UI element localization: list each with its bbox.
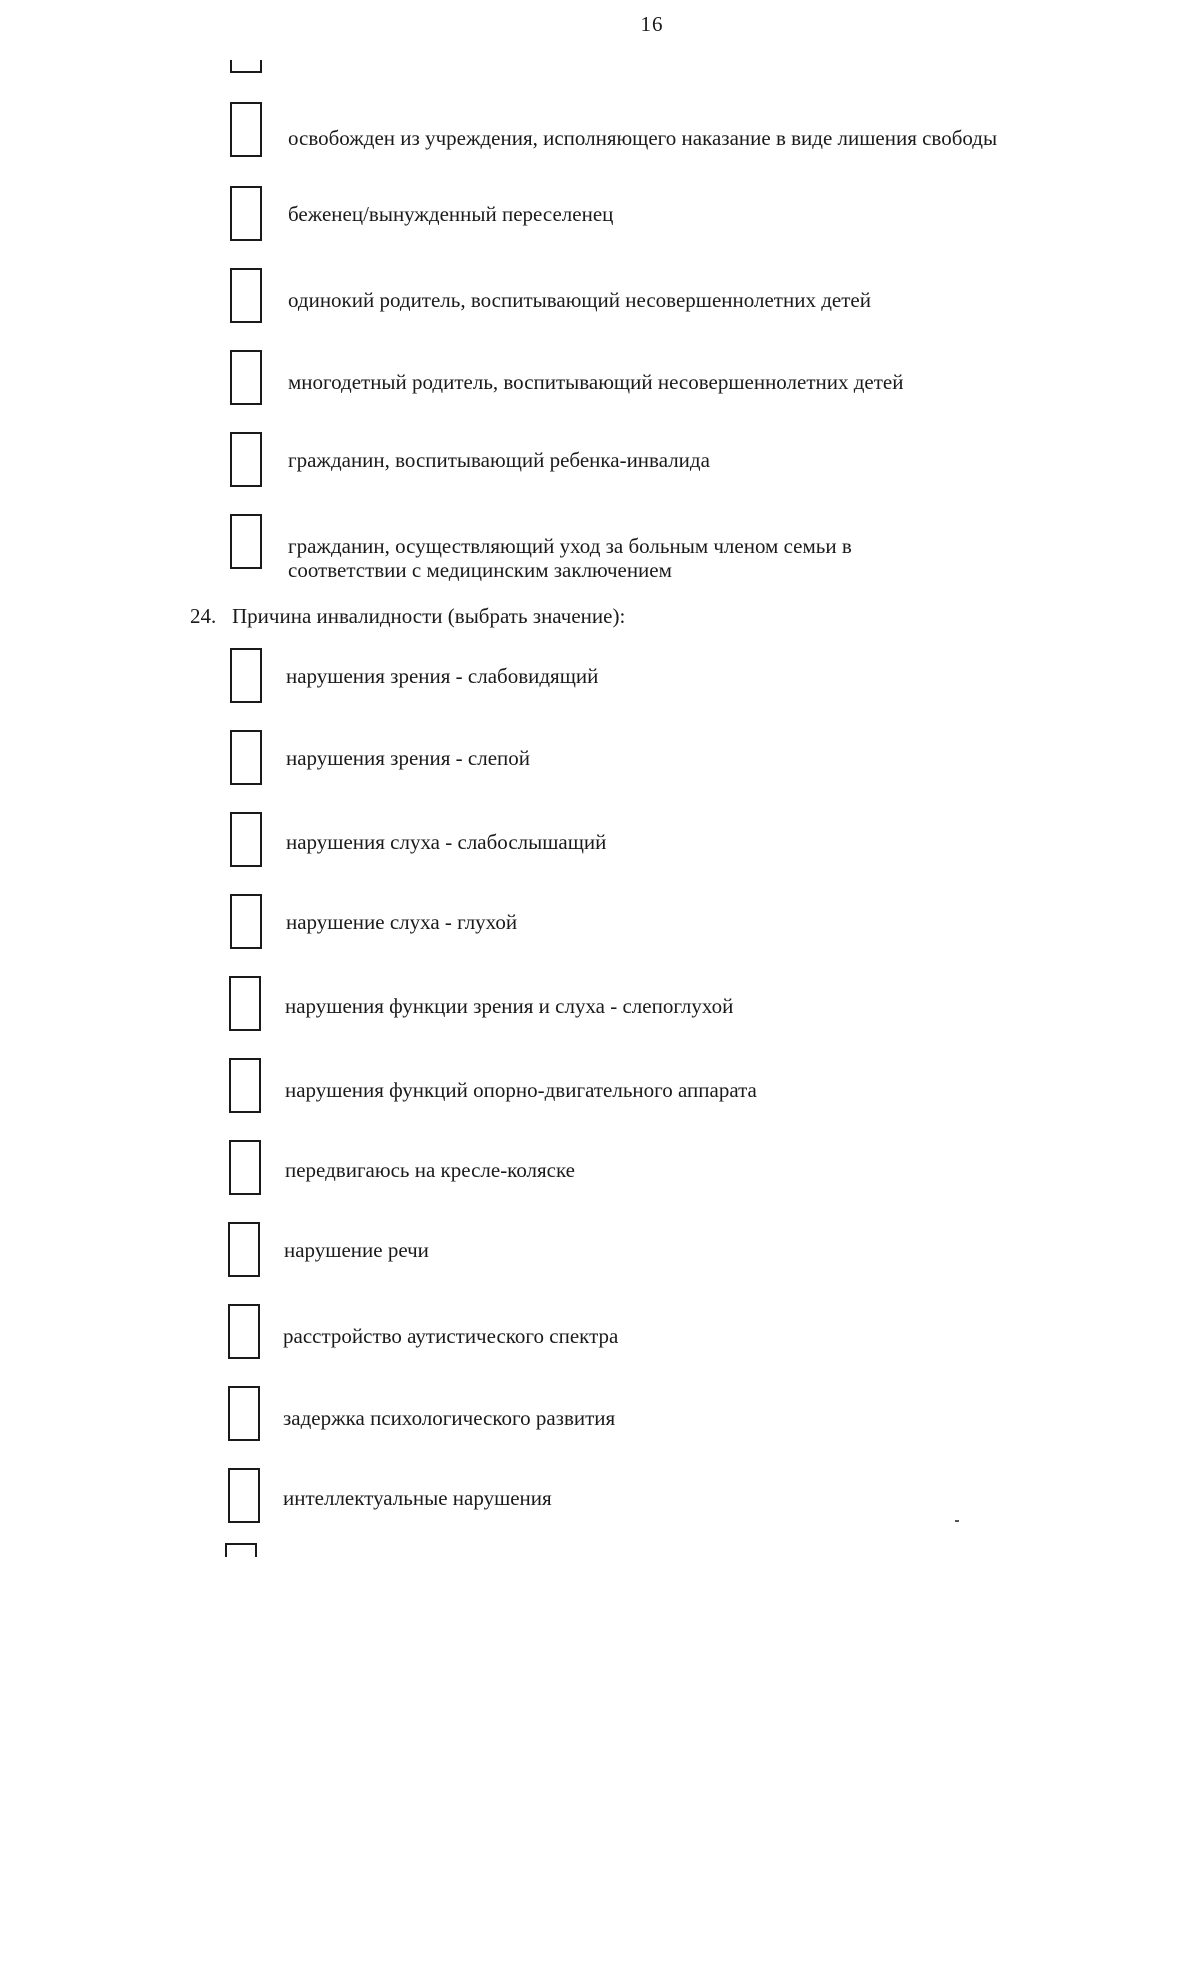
checkbox[interactable] [230, 514, 262, 569]
checkbox-label: одинокий родитель, воспитывающий несовершеннолетних детей [288, 288, 871, 312]
checkbox[interactable] [228, 1304, 260, 1359]
checkbox[interactable] [230, 102, 262, 157]
checkbox-label: нарушение слуха - глухой [286, 910, 518, 934]
section-title: Причина инвалидности (выбрать значение): [232, 604, 626, 628]
checkbox-label: нарушения функции зрения и слуха - слепоглухой [285, 994, 734, 1018]
checkbox[interactable] [229, 1058, 261, 1113]
checkbox[interactable] [229, 1140, 261, 1195]
checkbox-label: беженец/вынужденный переселенец [288, 202, 614, 226]
checkbox[interactable] [228, 1222, 260, 1277]
section-heading [190, 604, 625, 628]
checkbox[interactable] [228, 1468, 260, 1523]
checkbox[interactable] [230, 894, 262, 949]
checkbox[interactable] [230, 186, 262, 241]
checkbox[interactable] [229, 976, 261, 1031]
checkbox[interactable] [230, 730, 262, 785]
checkbox-label: нарушения функций опорно-двигательного аппарата [285, 1078, 757, 1102]
checkbox[interactable] [230, 432, 262, 487]
checkbox-label: освобожден из учреждения, исполняющего наказание в виде лишения свободы [288, 126, 998, 150]
page-number: 16 [640, 12, 664, 36]
checkbox-label: нарушение речи [284, 1238, 429, 1262]
section-number: 24. [190, 604, 217, 628]
checkbox-label: нарушения зрения - слабовидящий [286, 664, 599, 688]
checkbox-label: нарушения зрения - слепой [286, 746, 531, 770]
checkbox-label: интеллектуальные нарушения [283, 1486, 552, 1510]
checkbox[interactable] [230, 812, 262, 867]
checkbox-label: расстройство аутистического спектра [283, 1324, 619, 1348]
checkbox-partial[interactable] [225, 1543, 257, 1557]
checkbox-label: гражданин, осуществляющий уход за больным членом семьи в соответствии с медицинским заключением [288, 534, 852, 582]
checkbox[interactable] [230, 350, 262, 405]
checkbox-label: многодетный родитель, воспитывающий несовершеннолетних детей [288, 370, 904, 394]
checkbox-partial[interactable] [230, 60, 262, 73]
checkbox[interactable] [230, 268, 262, 323]
checkbox-label: нарушения слуха - слабослышащий [286, 830, 607, 854]
checkbox[interactable] [230, 648, 262, 703]
checkbox-label: задержка психологического развития [283, 1406, 616, 1430]
scan-artifact [955, 1520, 959, 1522]
checkbox-label: передвигаюсь на кресле-коляске [285, 1158, 576, 1182]
checkbox[interactable] [228, 1386, 260, 1441]
checkbox-label: гражданин, воспитывающий ребенка-инвалида [288, 448, 710, 472]
